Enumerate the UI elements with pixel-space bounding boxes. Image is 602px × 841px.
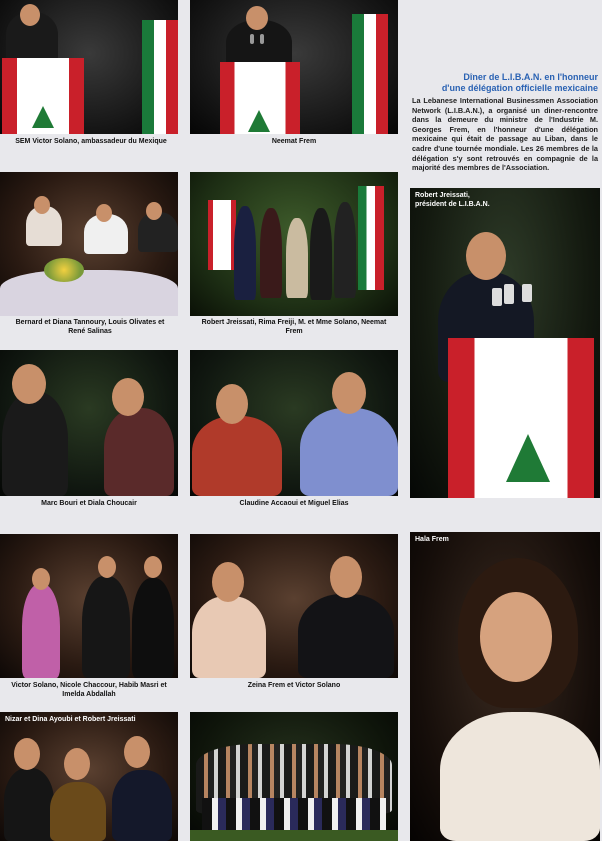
face [96, 204, 112, 222]
caption-nizar-dina-robert: Nizar et Dina Ayoubi et Robert Jreissati [5, 716, 136, 723]
person [234, 206, 256, 300]
cedar-icon [32, 106, 54, 128]
person [4, 768, 54, 841]
person [440, 712, 600, 841]
mexican-flag [142, 20, 178, 134]
person [298, 594, 394, 678]
face [144, 556, 162, 578]
microphone-icon [492, 288, 502, 306]
photo-dinner-table [0, 172, 178, 316]
face [124, 736, 150, 768]
photo-delegation-group [190, 712, 398, 841]
person [104, 408, 174, 496]
person [22, 584, 60, 678]
photo-robert-jreissati [410, 188, 600, 498]
dinner-table [0, 270, 178, 316]
person [112, 770, 172, 841]
caption-dinner-table: Bernard et Diana Tannoury, Louis Olivates et René Salinas [15, 319, 165, 335]
caption-robert-jreissati [415, 191, 490, 209]
caption-robert-jreissati-line2: président de L.I.B.A.N. [415, 201, 490, 208]
front-row [202, 798, 386, 832]
face [32, 568, 50, 590]
microphone-icon [250, 34, 254, 44]
caption-group-four: Victor Solano, Nicole Chaccour, Habib Masri et Imelda Abdallah [11, 682, 167, 698]
person [310, 208, 332, 300]
caption-neemat-frem: Neemat Frem [271, 138, 317, 145]
photo-neemat-frem [190, 0, 398, 134]
face [146, 202, 162, 220]
caption-group-flags: Robert Jreissati, Rima Freiji, M. et Mme Solano, Neemat Frem [201, 319, 387, 335]
person [286, 218, 308, 298]
caption-marc-diala: Marc Bouri et Diala Choucair [41, 500, 137, 507]
face [14, 738, 40, 770]
person [132, 578, 174, 678]
photo-marc-diala [0, 350, 178, 496]
face [466, 232, 506, 280]
lebanese-flag [208, 200, 236, 270]
photo-group-flags [190, 172, 398, 316]
caption-claudine-miguel: Claudine Accaoui et Miguel Elias [239, 500, 349, 507]
person [82, 576, 130, 678]
person [192, 596, 266, 678]
flower-centerpiece [44, 258, 84, 282]
person [50, 782, 106, 841]
face [330, 556, 362, 598]
face [212, 562, 244, 602]
lawn [190, 830, 398, 841]
face [246, 6, 268, 30]
face [112, 378, 144, 416]
microphone-icon [260, 34, 264, 44]
caption-hala-frem: Hala Frem [415, 536, 449, 543]
face [64, 748, 90, 780]
caption-robert-jreissati-line1: Robert Jreissati, [415, 192, 470, 199]
face [98, 556, 116, 578]
cedar-icon [248, 110, 270, 132]
article-body: La Lebanese International Businessmen Association Network (L.I.B.A.N.), a organisé un diner-rencontre dans la demeure du ministre de l'Industrie M. Georges Frem, en l'honneur d'une délégation mexicaine qui était de passage au Liban, dans le cadre d'une tournée mondiale. Les 26 membres de la délégation s'y sont retrouvés en compagnie de la majorité des membres de l'Association. [412, 96, 598, 173]
microphone-icon [504, 284, 514, 304]
photo-zeina-victor [190, 534, 398, 678]
mexican-flag [352, 14, 388, 134]
face [12, 364, 46, 404]
face [480, 592, 552, 682]
article-title-line1: Dîner de L.I.B.A.N. en l'honneur [463, 72, 598, 82]
person [260, 208, 282, 298]
cedar-icon [506, 434, 550, 482]
person [2, 392, 68, 496]
caption-victor-solano: SEM Victor Solano, ambassadeur du Mexique [15, 138, 167, 145]
microphone-icon [522, 284, 532, 302]
photo-claudine-miguel [190, 350, 398, 496]
photo-hala-frem [410, 532, 600, 841]
face [216, 384, 248, 424]
face [34, 196, 50, 214]
photo-nizar-dina-robert [0, 712, 178, 841]
person [334, 202, 356, 298]
face [20, 4, 40, 26]
person [192, 416, 282, 496]
face [332, 372, 366, 414]
photo-group-four [0, 534, 178, 678]
mexican-flag [358, 186, 384, 290]
photo-victor-solano [0, 0, 178, 134]
article-title-line2: d'une délégation officielle mexicaine [441, 83, 598, 93]
caption-zeina-victor: Zeina Frem et Victor Solano [247, 682, 341, 689]
person [300, 408, 398, 496]
article-title [412, 72, 598, 94]
